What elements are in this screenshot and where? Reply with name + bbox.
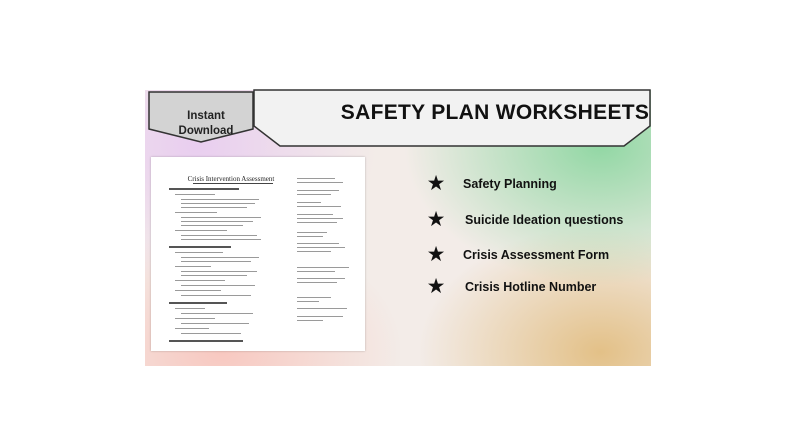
badge-line-1: Instant [187, 110, 225, 122]
doc-line [297, 236, 323, 237]
doc-line [297, 282, 337, 283]
worksheet-preview [151, 157, 365, 351]
doc-line [175, 328, 209, 329]
doc-heading [169, 246, 231, 248]
star-icon: ★ [426, 275, 446, 298]
doc-line [175, 212, 217, 213]
doc-line [181, 295, 251, 296]
doc-line [181, 225, 243, 226]
feature-item [423, 244, 609, 265]
feature-label: Crisis Hotline Number [465, 279, 597, 294]
doc-line [181, 261, 251, 262]
doc-heading [169, 188, 239, 190]
doc-line [297, 206, 341, 207]
doc-line [175, 290, 221, 291]
doc-line [181, 217, 261, 218]
doc-line [181, 285, 255, 286]
doc-line [181, 271, 257, 272]
doc-line [297, 202, 321, 203]
doc-heading [169, 302, 227, 304]
page-title: SAFETY PLAN WORKSHEETS [340, 101, 650, 124]
feature-label: Crisis Assessment Form [463, 247, 610, 262]
doc-line [297, 308, 347, 309]
doc-line [297, 194, 331, 195]
doc-line [297, 178, 335, 179]
doc-line [181, 239, 261, 240]
doc-line [297, 182, 343, 183]
doc-line [297, 316, 343, 317]
doc-line [297, 214, 333, 215]
doc-line [181, 235, 257, 236]
doc-line [181, 257, 259, 258]
star-icon: ★ [426, 172, 446, 195]
star-icon: ★ [426, 208, 446, 231]
doc-line [297, 320, 323, 321]
doc-line [181, 323, 249, 324]
badge-text [150, 109, 262, 139]
doc-line [181, 221, 253, 222]
doc-line [175, 230, 227, 231]
doc-line [297, 243, 339, 244]
doc-line [297, 297, 331, 298]
title-rule [193, 183, 273, 184]
doc-heading [169, 340, 243, 342]
doc-line [297, 222, 337, 223]
badge-line-2: Download [178, 125, 234, 137]
doc-line [181, 333, 241, 334]
doc-line [297, 247, 345, 248]
worksheet-title: Crisis Intervention Assessment [187, 175, 275, 183]
doc-line [175, 280, 225, 281]
doc-line [175, 194, 215, 195]
doc-line [175, 252, 223, 253]
feature-item [423, 276, 596, 297]
feature-item [423, 173, 557, 194]
doc-line [297, 301, 319, 302]
doc-line [175, 318, 215, 319]
doc-line [175, 308, 205, 309]
doc-line [297, 267, 349, 268]
doc-line [181, 275, 247, 276]
star-icon: ★ [426, 243, 446, 266]
feature-label: Safety Planning [463, 176, 557, 191]
doc-line [297, 218, 343, 219]
feature-label: Suicide Ideation questions [465, 212, 624, 227]
doc-line [297, 251, 331, 252]
doc-line [297, 278, 345, 279]
doc-line [297, 271, 335, 272]
doc-line [181, 203, 255, 204]
doc-line [175, 266, 211, 267]
doc-line [297, 232, 327, 233]
feature-item [423, 209, 623, 230]
doc-line [181, 199, 259, 200]
doc-line [181, 313, 253, 314]
doc-line [297, 190, 339, 191]
doc-line [181, 207, 247, 208]
